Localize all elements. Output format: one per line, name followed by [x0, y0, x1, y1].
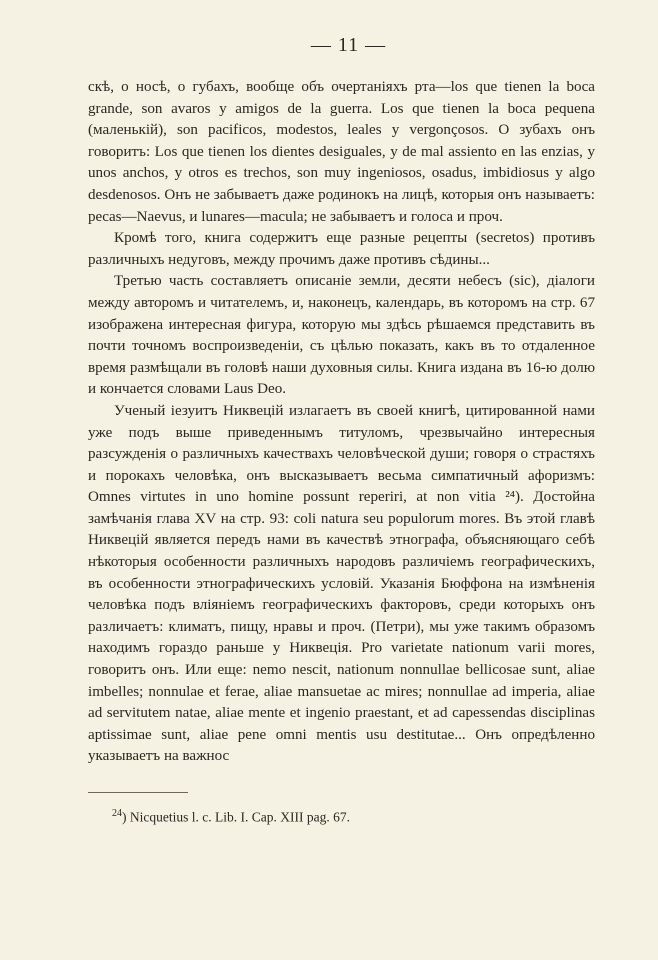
- footnote-text: Nicquetius l. c. Lib. I. Cap. XIII pag. 67.: [129, 809, 350, 825]
- body-text: [88, 77, 595, 768]
- footnote-divider: [88, 792, 188, 793]
- page-number: — 11 —: [310, 34, 387, 56]
- footnote-mark: 24: [112, 808, 122, 819]
- paragraph-3: Третью часть составляетъ описаніе земли, десяти небесъ (sic), діалоги между авторомъ и читателемъ, и, наконецъ, календарь, въ которомъ на стр. 67 изображена интересная фигура, которую мы здѣсь рѣшаемся представить въ почти точномъ воспроизведеніи, съ цѣлью показать, какъ въ то отдаленное время размѣщали въ головѣ наши духовныя силы. Книга издана въ 16-ю долю и кончается словами Laus Deo.: [88, 273, 595, 398]
- paragraph-1: скѣ, о носѣ, о губахъ, вообще объ очертаніяхъ рта—los que tienen la boca grande, son avaros y amigos de la guerra. Los que tienen la boca pequena (маленькій), son pacificos, modestos, leales y vergonçosos. О зубахъ онъ говоритъ: Los que tienen los dientes desiguales, y de mal assiento en las enzias, y unos anchos, y otros es trechos, son muy ingeniosos, osadus, imbidiosus y algo desdenosos. Онъ не забываетъ даже родинокъ на лицѣ, которыя онъ называетъ: pecas—Naevus, и lunares—macula; не забываетъ и голоса и проч.: [88, 79, 595, 225]
- footnote: $^{24}$) Nicquetius l. c. Lib. I. Cap. XIII pag. 67.: [112, 808, 350, 825]
- paragraph-2: Кромѣ того, книга содержитъ еще разные рецепты (secretos) противъ различныхъ недуговъ, между прочимъ даже противъ сѣдины...: [88, 230, 595, 268]
- paragraph-4: Ученый іезуитъ Никвецій излагаетъ въ своей книгѣ, цитированной нами уже подъ выше приведеннымъ титуломъ, чрезвычайно интересныя разсужденія о различныхъ качествахъ человѣческой души; говоря о страстяхъ и порокахъ человѣка, онъ высказываетъ весьма симпатичный афоризмъ: Omnes virtutes in uno homine possunt reperiri, at non vitia ²⁴). Достойна замѣчанія глава XV на стр. 93: coli natura seu populorum mores. Въ этой главѣ Никвецій является передъ нами въ качествѣ этнографа, объясняющаго себѣ нѣкоторыя особенности различныхъ народовъ различіемъ географическихъ, въ особенности этнографическихъ условій. Указанія Бюффона на измѣненія человѣка подъ вліяніемъ географическихъ факторовъ, среди которыхъ онъ различаетъ: климатъ, пищу, нравы и проч. (Петри), мы уже такимъ образомъ находимъ гораздо раньше у Никвеція. Pro varietate nationum varii mores, говоритъ онъ. Или еще: nemo nescit, nationum nonnullae bellicosae sunt, aliae imbelles; nonnulae et ferae, aliae mansuetae ac mires; nonnullae ad imperia, aliae ad servitutem natae, aliae mente et ingenio praestant, et ad capessendas disciplinas aptissimae sunt, aliae pene omni mentis usu destitutae... Онъ опредѣленно указываетъ на важнос: [88, 402, 595, 765]
